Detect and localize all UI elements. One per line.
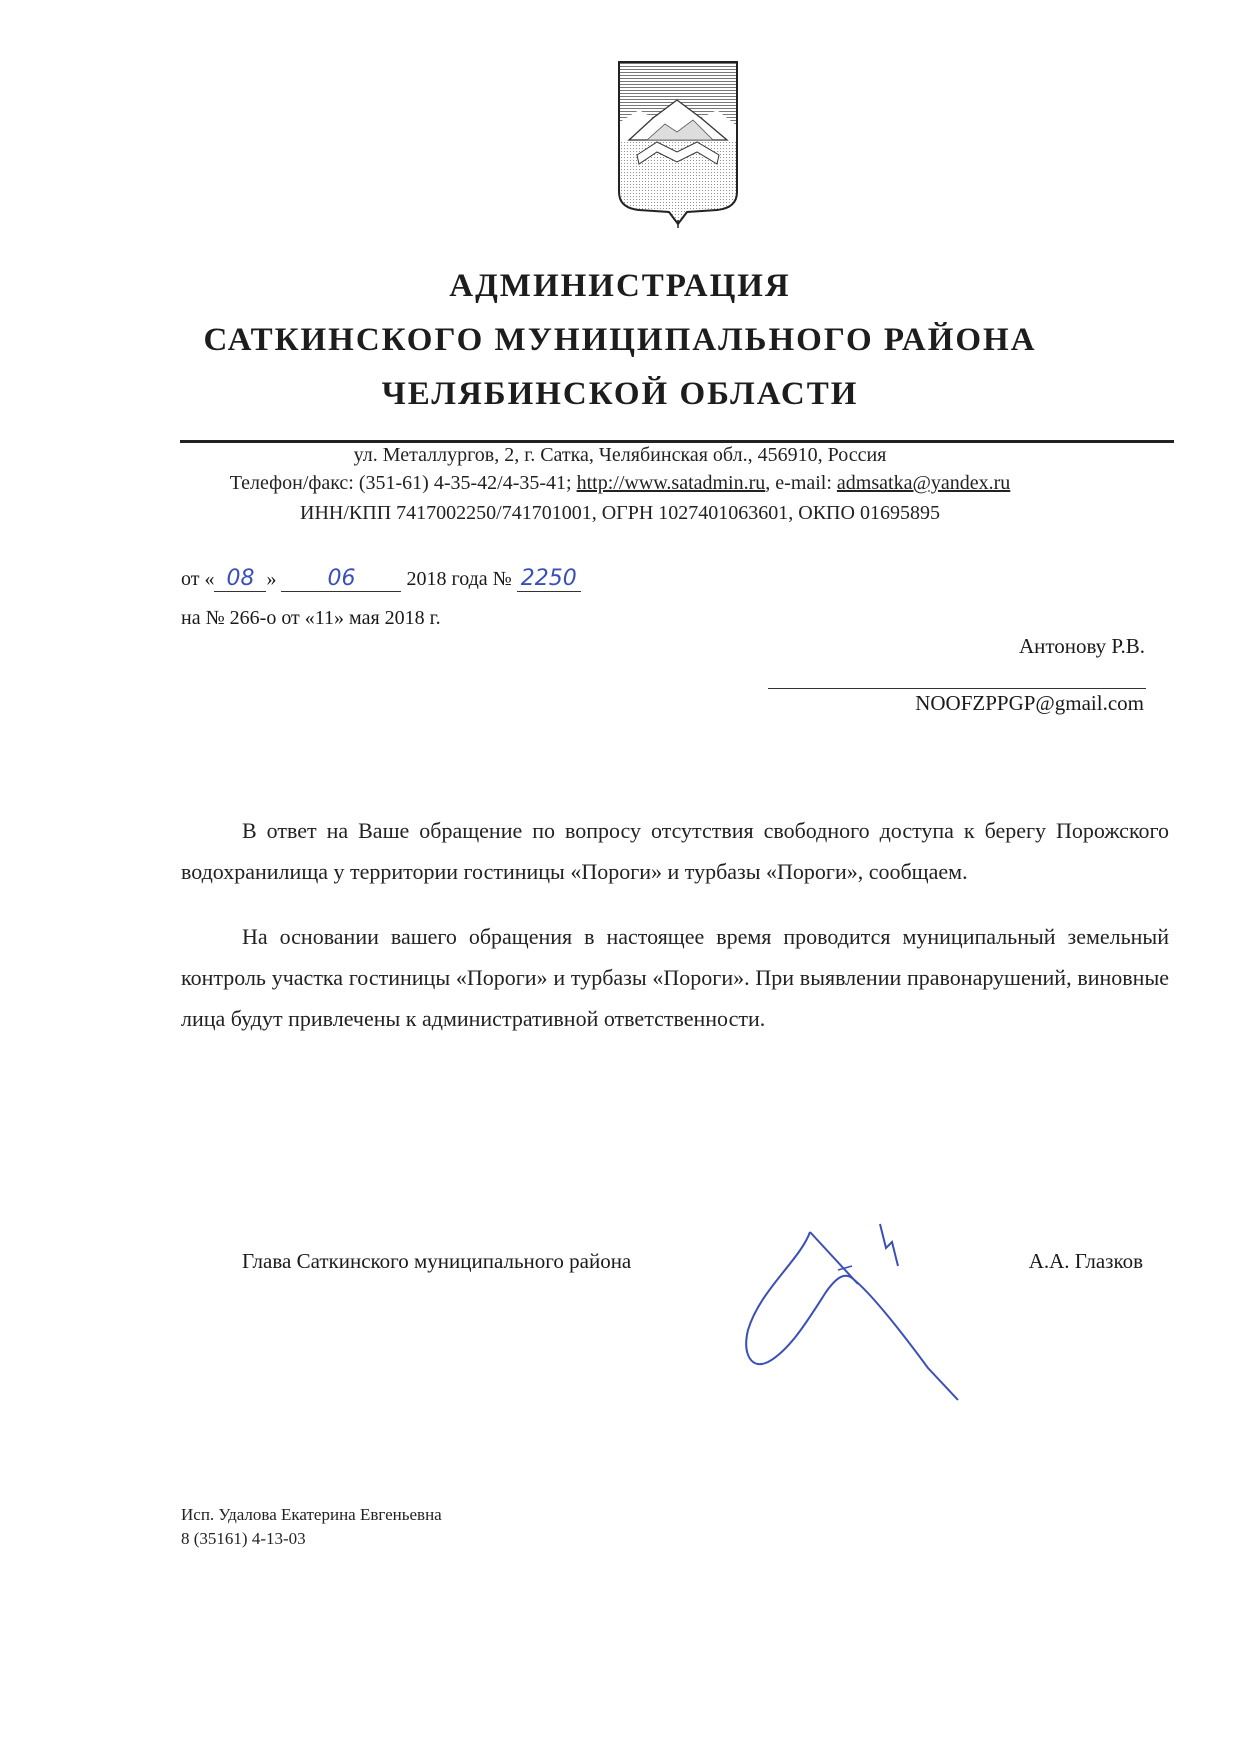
document-number-handwritten: 2250 [517,567,581,592]
recipient-name: Антонову Р.В. [1018,634,1145,658]
date-month-handwritten: 06 [281,567,401,592]
reference-line: на № 266-о от «11» мая 2018 г. [181,607,441,629]
signatory-name: А.А. Глазков [1028,1249,1143,1273]
registry-codes: ИНН/КПП 7417002250/741701001, ОГРН 1027401063601, ОКПО 01695895 [300,502,940,524]
coat-of-arms-icon [617,60,739,228]
org-title-line1: АДМИНИСТРАЦИЯ [449,268,791,304]
contacts [0,472,1240,495]
recipient-email: NOOFZPPGP@gmail.com [915,691,1144,715]
contacts-mid: , e-mail: [765,472,837,494]
body-paragraph-1: В ответ на Ваше обращение по вопросу отсутствия свободного доступа к берегу Порожского водохранилища у территории гостиницы «Пороги» и турбазы «Пороги», сообщаем. [181,818,1169,884]
date-day-handwritten: 08 [214,567,266,592]
signatory-role: Глава Саткинского муниципального района [242,1249,632,1273]
document-date-number [181,567,581,592]
letter-body [181,810,1169,1063]
recipient-divider [768,688,1146,689]
header-divider [180,440,1174,443]
address: ул. Металлургов, 2, г. Сатка, Челябинская обл., 456910, Россия [353,444,887,466]
date-year: 2018 года № [406,568,512,590]
contacts-prefix: Телефон/факс: (351-61) 4-35-42/4-35-41; [229,472,577,494]
executor-info [181,1503,442,1551]
website-link[interactable]: http://www.satadmin.ru [576,472,766,494]
email-link[interactable]: admsatka@yandex.ru [836,472,1011,494]
executor-name: Исп. Удалова Екатерина Евгеньевна [181,1505,442,1524]
date-mid: » [266,568,277,590]
date-prefix: от « [181,568,215,590]
handwritten-signature-icon [740,1220,1010,1410]
body-paragraph-2: На основании вашего обращения в настоящее время проводится муниципальный земельный контроль участка гостиницы «Пороги» и турбазы «Пороги». При выявлении правонарушений, виновные лица будут привлечены к административной ответственности. [181,924,1169,1031]
org-title-line2: САТКИНСКОГО МУНИЦИПАЛЬНОГО РАЙОНА [203,322,1037,358]
org-title-line3: ЧЕЛЯБИНСКОЙ ОБЛАСТИ [381,376,859,412]
executor-phone: 8 (35161) 4-13-03 [181,1529,306,1548]
